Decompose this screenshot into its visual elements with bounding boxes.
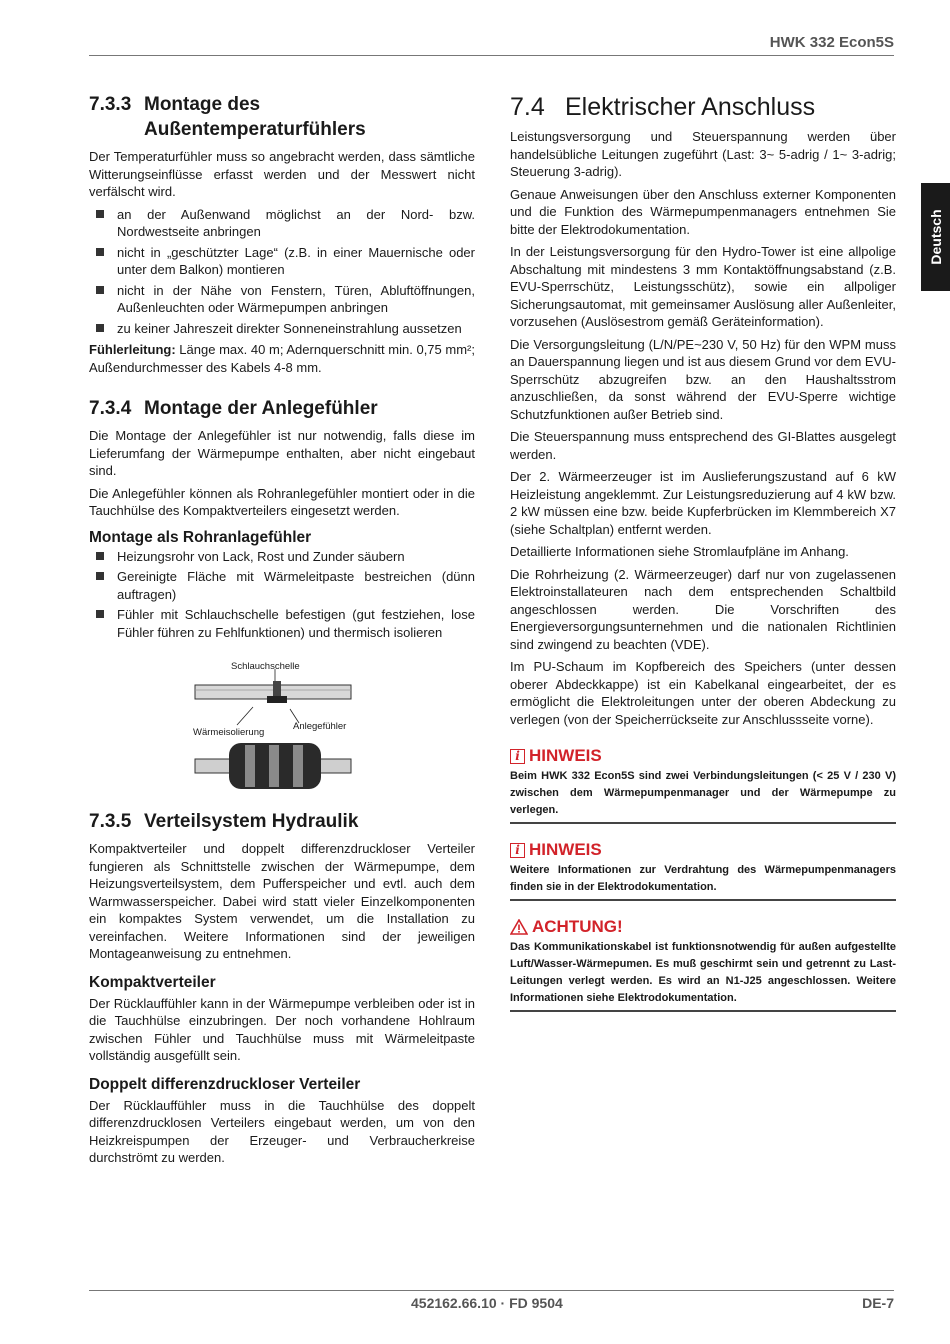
note-rule	[510, 1010, 896, 1012]
paragraph: Die Montage der Anlegefühler ist nur notwendig, falls diese im Lieferumfang der Wärmepumpe enthalten, aber nicht eingebaut sind.	[89, 428, 475, 478]
warning-triangle-icon	[510, 919, 528, 935]
document-code: 452162.66.10 · FD 9504	[411, 1295, 563, 1311]
warning-text: Das Kommunikationskabel ist funktionsnotwendig für außen aufgestellte Luft/Wasser-Wärmepumen. Es muß geschirmt sein und getrennt zu Last-Leitungen verlegt werden. Es wird an N1-J25 angeschlossen. Weitere Informationen siehe Elektrodokumentation.	[510, 941, 896, 1004]
bullet-list	[89, 548, 475, 642]
paragraph: Kompaktverteiler und doppelt differenzdruckloser Verteiler fungieren als Schnittstelle zwischen der Wärmepumpe, dem Heizungsverteilsystem, dem Pufferspeicher und evtl. auch dem Warmwasserspeicher. Dabei wird statt vieler Einzelkomponenten ein kompaktes System verwendet, um die Installation zu vereinfachen. Weitere Informationen sind der jeweiligen Montageanweisung zu entnehmen.	[89, 841, 475, 961]
paragraph: Im PU-Schaum im Kopfbereich des Speichers (unter dessen oberer Abdeckkappe) ist ein Kabelkanal eingearbeitet, der es ermöglicht die Elektroleitungen unter der oberen Abdeckung zu verlegen (von der Speicherrückseite zur Anschlussseite vorne).	[510, 659, 896, 727]
section-number: 7.3.4	[89, 398, 132, 419]
paragraph: Die Anlegefühler können als Rohranlegefühler montiert oder in die Tauchhülse des Kompaktverteilers eingesetzt werden.	[89, 485, 475, 518]
paragraph: Die Rohrheizung (2. Wärmeerzeuger) darf nur von zugelassenen Elektroinstallateuren nach dem entsprechenden Schaltbild angeschlossen werden. Die Vorschriften des Energieversorgungsunternehmen und die nationalen Richtlinien sind zwingend zu beachten (VDE).	[510, 566, 896, 652]
square-bullet-icon	[96, 572, 104, 580]
pipe-illustration	[193, 655, 353, 795]
language-tab-label: Deutsch	[927, 209, 944, 265]
note-box	[510, 840, 896, 901]
square-bullet-icon	[96, 324, 104, 332]
right-column	[510, 92, 896, 1012]
subheading: Montage als Rohranlagefühler	[89, 528, 312, 546]
note-box	[510, 746, 896, 824]
section-7-3-5-heading	[89, 809, 475, 834]
section-title-line2: Außentemperaturfühlers	[144, 119, 366, 140]
note-rule	[510, 822, 896, 824]
warning-box	[510, 917, 896, 1012]
note-title: HINWEIS	[529, 840, 602, 859]
section-title: Verteilsystem Hydraulik	[144, 811, 359, 832]
paragraph: Genaue Anweisungen über den Anschluss externer Komponenten und die Funktion des Wärmepumpenmanagers entnehmen Sie bitte der Elektrodokumentation.	[510, 186, 896, 237]
list-item: nicht in „geschützter Lage“ (z.B. in einer Mauernische oder unter dem Balkon) montieren	[89, 244, 475, 279]
paragraph: In der Leistungsversorgung für den Hydro-Tower ist eine allpolige Abschaltung mit mindestens 3 mm Kontaktöffnungsabstand (z.B. EVU-Sperrschütz, Leistungsschütz), sowie ein allpoliger Sicherungsautomat, mit gemeinsamer Auslösung aller Außenleiter, vorzusehen (Auslösestrom gemäß Geräteinformation).	[510, 244, 896, 329]
paragraph: Detaillierte Informationen siehe Stromlaufpläne im Anhang.	[510, 544, 849, 559]
figure-label-insulation: Wärmeisolierung	[193, 727, 265, 738]
paragraph: Der 2. Wärmeerzeuger ist im Auslieferungszustand auf 6 kW Heizleistung angeklemmt. Zur Leistungsreduzierung auf 4 kW bzw. 2 kW müssen eine bzw. beide Kupferbrücken im Klemmbereich X7 (siehe Schaltplan) entfernt werden.	[510, 469, 896, 537]
cable-spec	[89, 341, 475, 376]
cable-spec-label: Fühlerleitung:	[89, 342, 176, 357]
header-title: HWK 332 Econ5S	[769, 34, 894, 51]
paragraph: Die Steuerspannung muss entsprechend des GI-Blattes ausgelegt werden.	[510, 429, 896, 462]
left-column	[89, 92, 475, 1172]
list-item: an der Außenwand möglichst an der Nord- bzw. Nordwestseite anbringen	[89, 206, 475, 241]
info-icon: i	[510, 843, 525, 858]
footer-rule	[89, 1290, 894, 1291]
section-7-3-3-heading	[89, 92, 475, 142]
info-icon: i	[510, 749, 525, 764]
section-7-3-4-heading	[89, 396, 475, 421]
section-number: 7.3.5	[89, 811, 132, 832]
figure-label-clamp: Schlauchschelle	[231, 661, 300, 672]
square-bullet-icon	[96, 610, 104, 618]
section-title: Elektrischer Anschluss	[565, 93, 816, 121]
section-title: Montage der Anlegefühler	[144, 398, 378, 419]
pipe-sensor-figure	[193, 655, 353, 795]
list-item: Fühler mit Schlauchschelle befestigen (gut festziehen, lose Fühler führen zu Fehlfunktionen) und thermisch isolieren	[89, 606, 475, 641]
language-tab	[921, 183, 950, 291]
square-bullet-icon	[96, 248, 104, 256]
paragraph: Der Rücklauffühler muss in die Tauchhülse des doppelt differenzdrucklosen Verteilers eingebaut werden, um von den Heizkreispumpen der Erzeuger- und Verbraucherkreise durchströmt zu werden.	[89, 1097, 475, 1165]
section-7-4-heading	[510, 92, 896, 122]
list-item: Gereinigte Fläche mit Wärmeleitpaste bestreichen (dünn auftragen)	[89, 568, 475, 603]
square-bullet-icon	[96, 286, 104, 294]
page-number: DE-7	[862, 1295, 894, 1311]
section-number: 7.3.3	[89, 94, 132, 115]
section-title-line1: Montage des	[144, 94, 261, 115]
list-item: zu keiner Jahreszeit direkter Sonneneinstrahlung aussetzen	[89, 320, 475, 338]
note-rule	[510, 899, 896, 901]
square-bullet-icon	[96, 552, 104, 560]
section-number: 7.4	[510, 93, 545, 121]
paragraph: Die Versorgungsleitung (L/N/PE~230 V, 50 Hz) für den WPM muss an Dauerspannung liegen und ist aus diesem Grund vor dem EVU-Sperrschütz abzugreifen bzw. an den Haushaltsstrom anzuschließen, da sonst während der EVU-Sperre wichtige Schutzfunktionen außer Betrieb sind.	[510, 336, 896, 422]
square-bullet-icon	[96, 210, 104, 218]
figure-label-sensor: Anlegefühler	[293, 721, 347, 732]
list-item: Heizungsrohr von Lack, Rost und Zunder säubern	[89, 548, 475, 566]
warning-title: ACHTUNG!	[532, 917, 623, 936]
list-item: nicht in der Nähe von Fenstern, Türen, Abluftöffnungen, Außenleuchten oder Wärmepumpen anbringen	[89, 282, 475, 317]
paragraph: Leistungsversorgung und Steuerspannung werden über handelsübliche Leitungen zugeführt (Last: 3~ 5-adrig / 1~ 3-adrig; Steuerung 3-adrig).	[510, 129, 896, 179]
subheading: Kompaktverteiler	[89, 973, 216, 991]
paragraph: Der Rücklauffühler kann in der Wärmepumpe verbleiben oder ist in die Tauchhülse einzubringen. Der noch vorhandene Hohlraum zwischen Fühler und Tauchhülse muss mit Wärmeleitpaste vollständig ausgefüllt sein.	[89, 995, 475, 1063]
paragraph: Der Temperaturfühler muss so angebracht werden, dass sämtliche Witterungseinflüsse erfasst werden und der Messwert nicht verfälscht wird.	[89, 149, 475, 199]
header-rule	[89, 55, 894, 56]
note-title: HINWEIS	[529, 746, 602, 765]
note-text: Beim HWK 332 Econ5S sind zwei Verbindungsleitungen (< 25 V / 230 V) zwischen dem Wärmepumpenmanager und der Wärmepumpe zu verlegen.	[510, 770, 896, 816]
cable-spec-text: Länge max. 40 m; Adernquerschnitt min. 0,75 mm²; Außendurchmesser des Kabels 4-8 mm.	[89, 342, 475, 375]
bullet-list	[89, 206, 475, 338]
subheading: Doppelt differenzdruckloser Verteiler	[89, 1075, 361, 1093]
note-text: Weitere Informationen zur Verdrahtung des Wärmepumpenmanagers finden sie in der Elektrodokumentation.	[510, 864, 896, 893]
